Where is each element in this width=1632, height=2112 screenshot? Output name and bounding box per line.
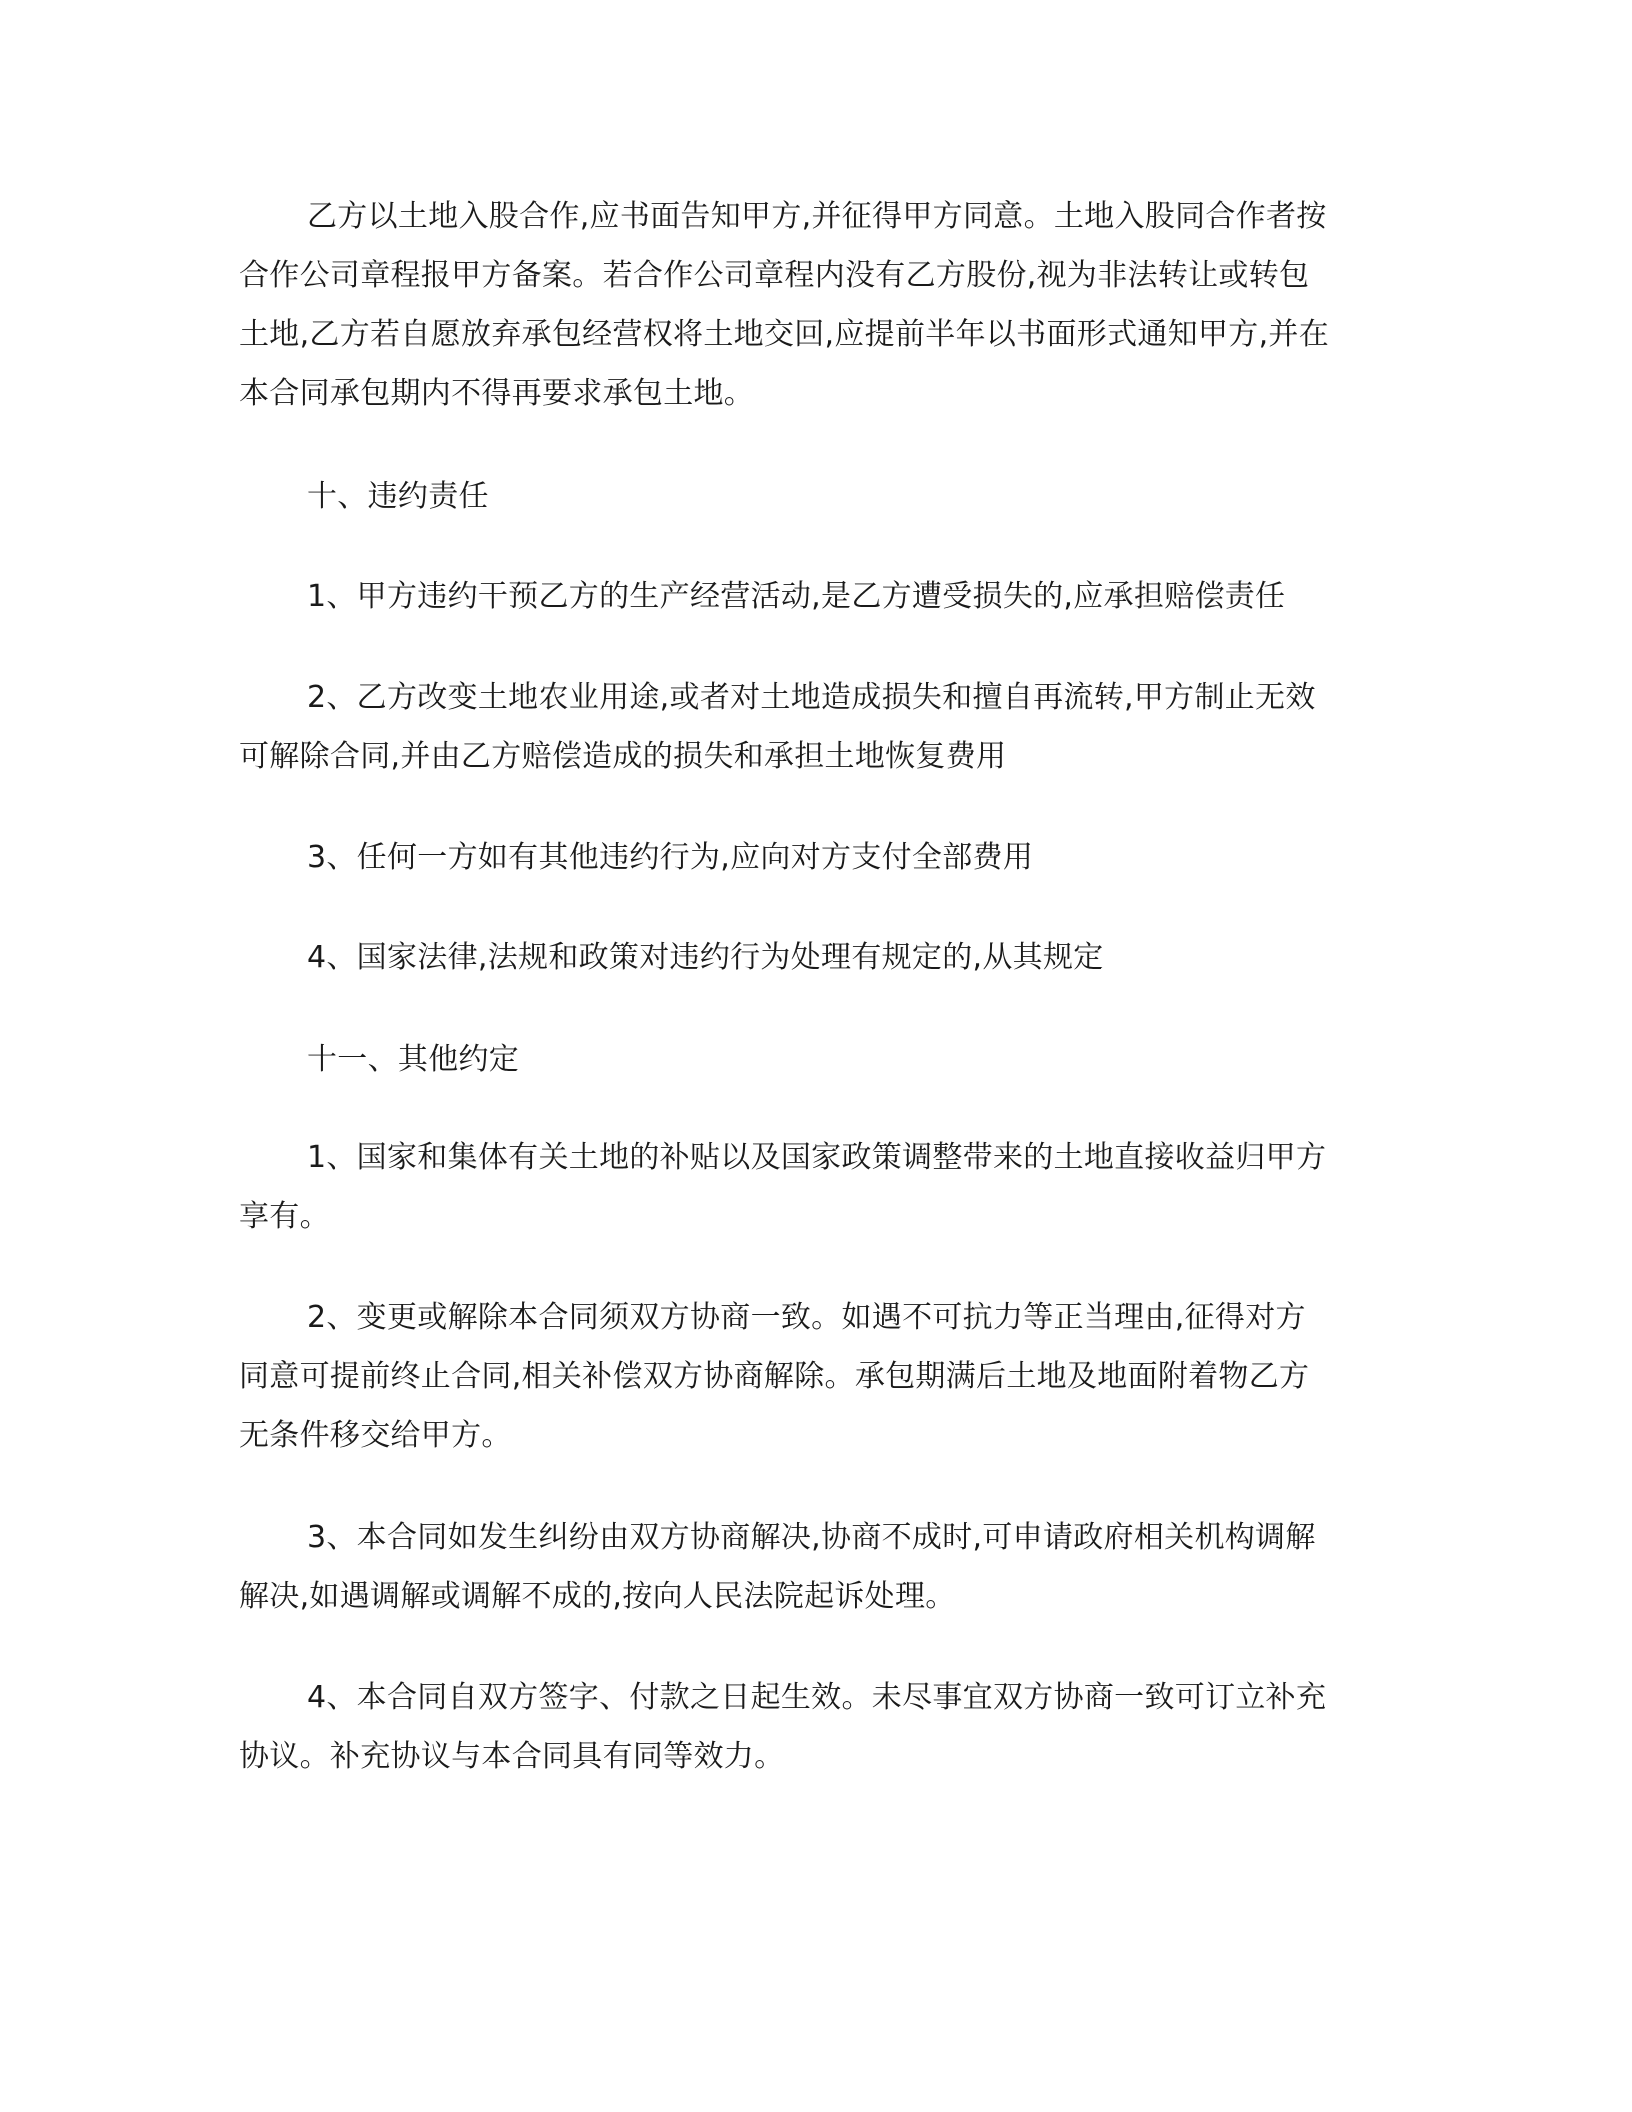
text-line: 合作公司章程报甲方备案。若合作公司章程内没有乙方股份,视为非法转让或转包 bbox=[239, 258, 1310, 293]
text-line: 2、乙方改变土地农业用途,或者对土地造成损失和擅自再流转,甲方制止无效 bbox=[307, 680, 1316, 715]
paragraph-land-share bbox=[239, 187, 1389, 423]
text-line: 解决,如遇调解或调解不成的,按向人民法院起诉处理。 bbox=[239, 1579, 956, 1614]
text-line: 土地,乙方若自愿放弃承包经营权将土地交回,应提前半年以书面形式通知甲方,并在 bbox=[239, 317, 1330, 352]
text-line: 3、本合同如发生纠纷由双方协商解决,协商不成时,可申请政府相关机构调解 bbox=[307, 1520, 1316, 1555]
text-line: 乙方以土地入股合作,应书面告知甲方,并征得甲方同意。土地入股同合作者按 bbox=[307, 199, 1327, 234]
paragraph-liability-2 bbox=[239, 668, 1389, 786]
text-line: 享有。 bbox=[239, 1199, 330, 1234]
text-line: 可解除合同,并由乙方赔偿造成的损失和承担土地恢复费用 bbox=[239, 739, 1007, 774]
text-line: 十一、其他约定 bbox=[307, 1042, 520, 1077]
text-line: 2、变更或解除本合同须双方协商一致。如遇不可抗力等正当理由,征得对方 bbox=[307, 1300, 1306, 1335]
text-line: 1、甲方违约干预乙方的生产经营活动,是乙方遭受损失的,应承担赔偿责任 bbox=[307, 579, 1286, 614]
text-line: 无条件移交给甲方。 bbox=[239, 1418, 512, 1453]
paragraph-liability-3 bbox=[239, 828, 1389, 887]
text-line: 3、任何一方如有其他违约行为,应向对方支付全部费用 bbox=[307, 840, 1034, 875]
text-line: 1、国家和集体有关土地的补贴以及国家政策调整带来的土地直接收益归甲方 bbox=[307, 1140, 1327, 1175]
text-line: 4、本合同自双方签字、付款之日起生效。未尽事宜双方协商一致可订立补充 bbox=[307, 1680, 1327, 1715]
paragraph-liability-4 bbox=[239, 928, 1389, 987]
paragraph-other-3 bbox=[239, 1508, 1389, 1626]
paragraph-other-1 bbox=[239, 1128, 1389, 1246]
paragraph-other-4 bbox=[239, 1668, 1389, 1786]
text-line: 十、违约责任 bbox=[307, 479, 489, 514]
paragraph-other-2 bbox=[239, 1288, 1389, 1465]
text-line: 4、国家法律,法规和政策对违约行为处理有规定的,从其规定 bbox=[307, 940, 1104, 975]
text-line: 同意可提前终止合同,相关补偿双方协商解除。承包期满后土地及地面附着物乙方 bbox=[239, 1359, 1310, 1394]
text-line: 本合同承包期内不得再要求承包土地。 bbox=[239, 376, 755, 411]
paragraph-liability-1 bbox=[239, 567, 1389, 626]
text-line: 协议。补充协议与本合同具有同等效力。 bbox=[239, 1739, 785, 1774]
section-heading-liability bbox=[239, 467, 1389, 526]
section-heading-other bbox=[239, 1030, 1389, 1089]
